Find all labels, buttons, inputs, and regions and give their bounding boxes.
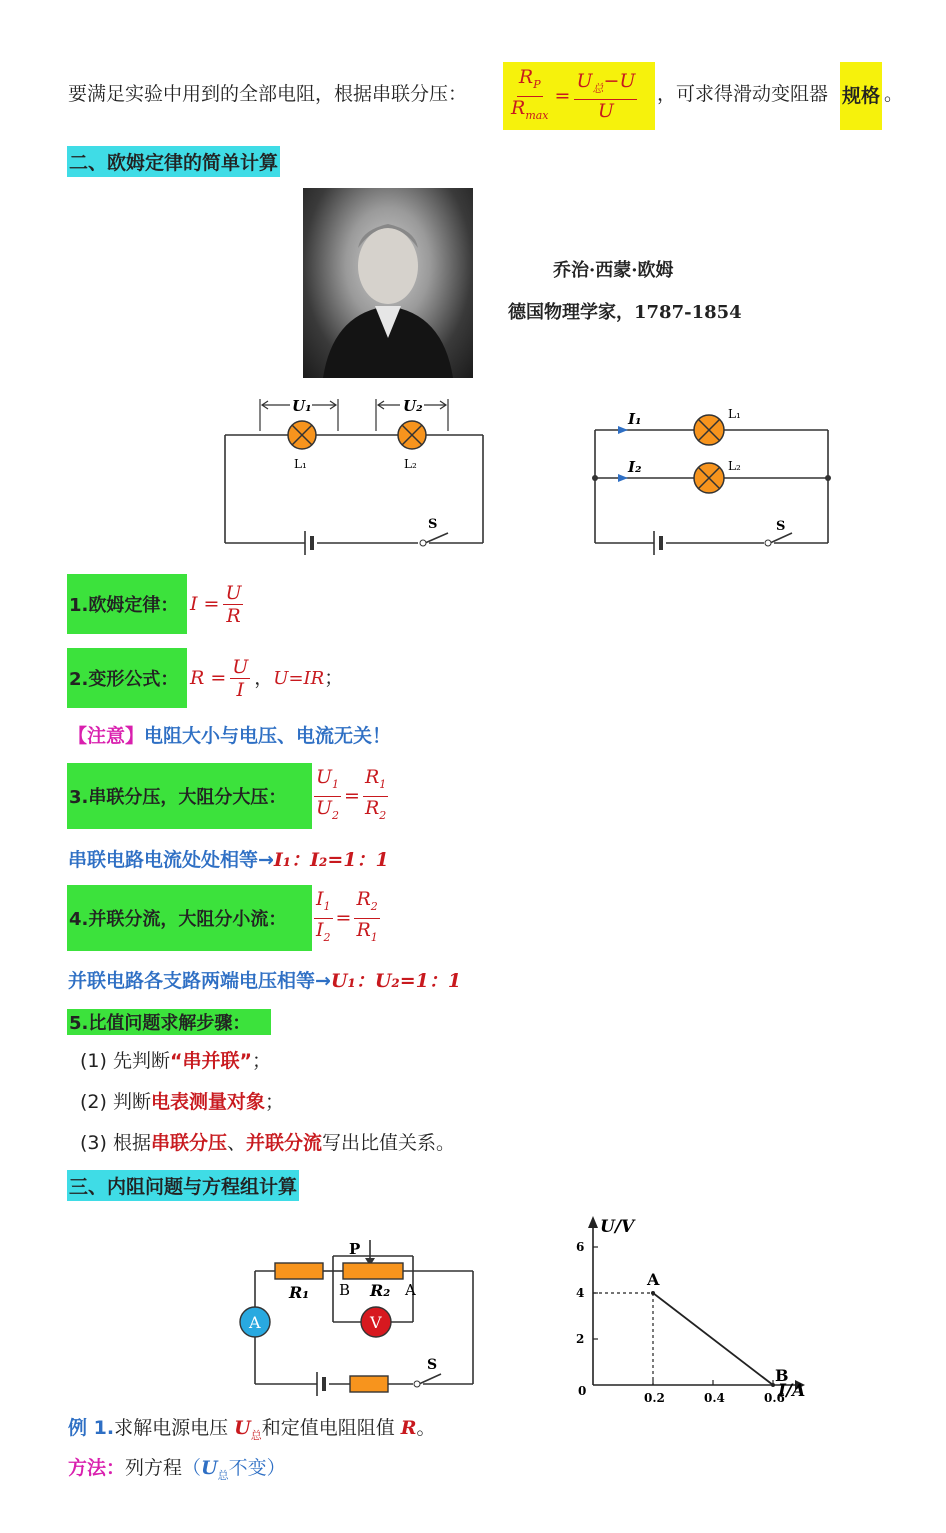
ohm-lhs: I = — [190, 593, 220, 615]
parallel-divide-label: 4.并联分流，大阻分小流： — [67, 885, 312, 951]
voltmeter-icon — [361, 1307, 391, 1337]
series-rule — [68, 848, 389, 872]
l2-label: L₂ — [404, 457, 417, 471]
rheostat-r2-icon — [343, 1263, 403, 1279]
variant-formula — [190, 650, 343, 706]
i2-label: I₂ — [628, 458, 642, 476]
u-total-sub: 总 — [592, 81, 604, 95]
step3-mid: 、 — [226, 1132, 246, 1154]
series-n2: R — [364, 765, 380, 788]
slider-p-label: P — [349, 1240, 361, 1258]
fixed-resistor-icon — [350, 1376, 388, 1392]
series-circuit-diagram — [220, 395, 490, 560]
var-end: ； — [324, 667, 344, 689]
intro-text: 要满足实验中用到的全部电阻，根据串联分压： — [68, 83, 468, 105]
ohm-portrait — [303, 188, 473, 378]
lamp-l2-icon — [398, 421, 426, 449]
par-n1: I — [316, 887, 324, 910]
example-line — [68, 1416, 436, 1448]
i1-label: I₁ — [628, 410, 642, 428]
y-tick-label: 6 — [576, 1240, 585, 1254]
x-tick-label: 0.4 — [704, 1391, 725, 1405]
ohm-num: U — [225, 581, 242, 604]
step1-pre: (1) 先判断 — [80, 1050, 170, 1072]
section2-title: 二、欧姆定律的简单计算 — [67, 146, 280, 177]
end-b-label: B — [339, 1281, 351, 1299]
y-axis-arrow-icon — [588, 1216, 598, 1228]
u2-label: U₂ — [403, 397, 423, 415]
method-u: U — [201, 1457, 218, 1479]
ohm-den: R — [226, 604, 241, 627]
u-total: U — [234, 1417, 251, 1439]
minus-u: −U — [603, 69, 636, 92]
example-period: 。 — [416, 1417, 436, 1439]
method-u-sub: 总 — [217, 1468, 229, 1482]
series-divide-label: 3.串联分压，大阻分大压： — [67, 763, 312, 829]
var-lhs: R = — [190, 667, 227, 689]
point-label: B — [775, 1366, 789, 1385]
var-extra: U=IR — [273, 667, 325, 689]
portrait-figure-icon — [303, 188, 473, 378]
series-d2-sub: 2 — [379, 808, 387, 822]
par-d1: I — [316, 918, 324, 941]
l1-label: L₁ — [294, 457, 307, 471]
x-tick-label: 0.2 — [644, 1391, 665, 1405]
end-a-label: A — [405, 1281, 416, 1299]
series-rule-text: 串联电路电流处处相等→ — [68, 849, 274, 871]
example-text-a: 求解电源电压 — [114, 1417, 235, 1439]
series-d1: U — [316, 796, 333, 819]
method-text: 列方程 — [125, 1457, 183, 1479]
parallel-ratio-formula — [314, 888, 380, 948]
par-d2: R — [356, 918, 371, 941]
par-n1-sub: 1 — [323, 899, 331, 913]
step2-pre: (2) 判断 — [80, 1091, 151, 1113]
ohm-law-formula — [190, 576, 243, 632]
step2-end: ； — [264, 1091, 284, 1113]
par-d2-sub: 1 — [370, 930, 378, 944]
switch-label: S — [427, 1357, 438, 1373]
lamp-l1-icon — [694, 415, 724, 445]
u-denominator: U — [597, 100, 614, 123]
ratio-steps-label: 5.比值问题求解步骤： — [67, 1009, 271, 1035]
lamp-l1-icon — [288, 421, 316, 449]
u-total-symbol: U — [576, 69, 593, 92]
series-line — [653, 1293, 773, 1385]
step3-red2: 并联分流 — [246, 1132, 323, 1154]
voltmeter-label: V — [370, 1313, 382, 1332]
series-n1-sub: 1 — [332, 777, 340, 791]
spec-highlight: 规格 — [840, 62, 882, 130]
step1-end: ； — [251, 1050, 271, 1072]
data-point — [651, 1291, 655, 1295]
l2-label: L₂ — [728, 459, 741, 473]
y-tick-label: 2 — [576, 1332, 585, 1346]
portrait-name: 乔治·西蒙·欧姆 — [553, 260, 674, 281]
r2-label: R₂ — [370, 1281, 391, 1300]
rmax-symbol: R — [511, 96, 526, 119]
switch-label: S — [776, 519, 786, 534]
step-3 — [80, 1131, 455, 1155]
var-num: U — [232, 655, 249, 678]
note-text: 电阻大小与电压、电流无关！ — [144, 725, 392, 747]
portrait-desc: 德国物理学家，1787-1854 — [508, 302, 742, 323]
series-d1-sub: 2 — [332, 808, 340, 822]
step3-red1: 串联分压 — [150, 1132, 227, 1154]
lamp-l2-icon — [694, 463, 724, 493]
var-sep: ， — [254, 667, 274, 689]
par-eq: = — [335, 907, 352, 929]
x-tick-label: 0.6 — [764, 1391, 785, 1405]
y-axis-title: U/V — [600, 1217, 635, 1237]
series-d2: R — [364, 796, 380, 819]
par-n2-sub: 2 — [370, 899, 378, 913]
note-line — [68, 724, 391, 748]
u-i-graph — [560, 1210, 820, 1410]
series-rule-expr: I₁：I₂=1：1 — [273, 849, 389, 871]
var-den: I — [236, 678, 245, 701]
ammeter-label: A — [249, 1313, 261, 1332]
step3-end: 写出比值关系。 — [322, 1132, 456, 1154]
method-paren: （ — [182, 1457, 202, 1479]
example-text-b: 和定值电阻阻值 — [261, 1417, 401, 1439]
step3-pre: (3) 根据 — [80, 1132, 151, 1154]
equals-sign: = — [554, 85, 571, 107]
series-n2-sub: 1 — [379, 777, 387, 791]
r-symbol: R — [400, 1417, 417, 1439]
section3-title: 三、内阻问题与方程组计算 — [67, 1170, 299, 1201]
rmax-sub: max — [525, 108, 549, 122]
ohm-law-label: 1.欧姆定律： — [67, 574, 187, 634]
intro-period: 。 — [884, 83, 904, 105]
par-n2: R — [356, 887, 371, 910]
resistor-r1-icon — [275, 1263, 323, 1279]
parallel-rule — [68, 969, 461, 993]
note-tag: 【注意】 — [68, 725, 145, 747]
step-1 — [80, 1049, 271, 1073]
u1-label: U₁ — [292, 397, 312, 415]
parallel-rule-text: 并联电路各支路两端电压相等→ — [68, 970, 331, 992]
l1-label: L₁ — [728, 407, 741, 421]
method-rest: 不变） — [228, 1457, 286, 1479]
internal-resistance-circuit — [235, 1238, 485, 1403]
origin-label: 0 — [578, 1384, 587, 1398]
parallel-circuit-diagram — [590, 400, 835, 560]
parallel-rule-expr: U₁：U₂=1：1 — [330, 970, 462, 992]
intro-formula-highlight — [503, 62, 655, 130]
step-2 — [80, 1090, 284, 1114]
variant-formula-label: 2.变形公式： — [67, 648, 187, 708]
series-eq: = — [344, 785, 360, 807]
method-tag: 方法： — [68, 1457, 126, 1479]
r1-label: R₁ — [289, 1283, 310, 1302]
ammeter-icon — [240, 1307, 270, 1337]
series-ratio-formula — [314, 766, 388, 826]
point-label: A — [647, 1270, 660, 1289]
example-tag: 例 1. — [68, 1417, 115, 1439]
x-axis-title: I/A — [778, 1381, 806, 1401]
step1-red: “串并联” — [169, 1050, 252, 1072]
series-n1: U — [316, 765, 333, 788]
rp-rmax-fraction — [509, 66, 551, 127]
rp-symbol: R — [518, 65, 534, 88]
u-total-sub: 总 — [250, 1428, 262, 1442]
voltage-fraction — [574, 70, 637, 123]
par-d1-sub: 2 — [323, 930, 331, 944]
method-line — [68, 1456, 286, 1488]
y-tick-label: 4 — [576, 1286, 585, 1300]
rp-sub: P — [533, 77, 541, 91]
step2-red: 电表测量对象 — [150, 1091, 265, 1113]
intro-text-after: ，可求得滑动变阻器 — [657, 83, 829, 105]
switch-label: S — [428, 517, 438, 532]
